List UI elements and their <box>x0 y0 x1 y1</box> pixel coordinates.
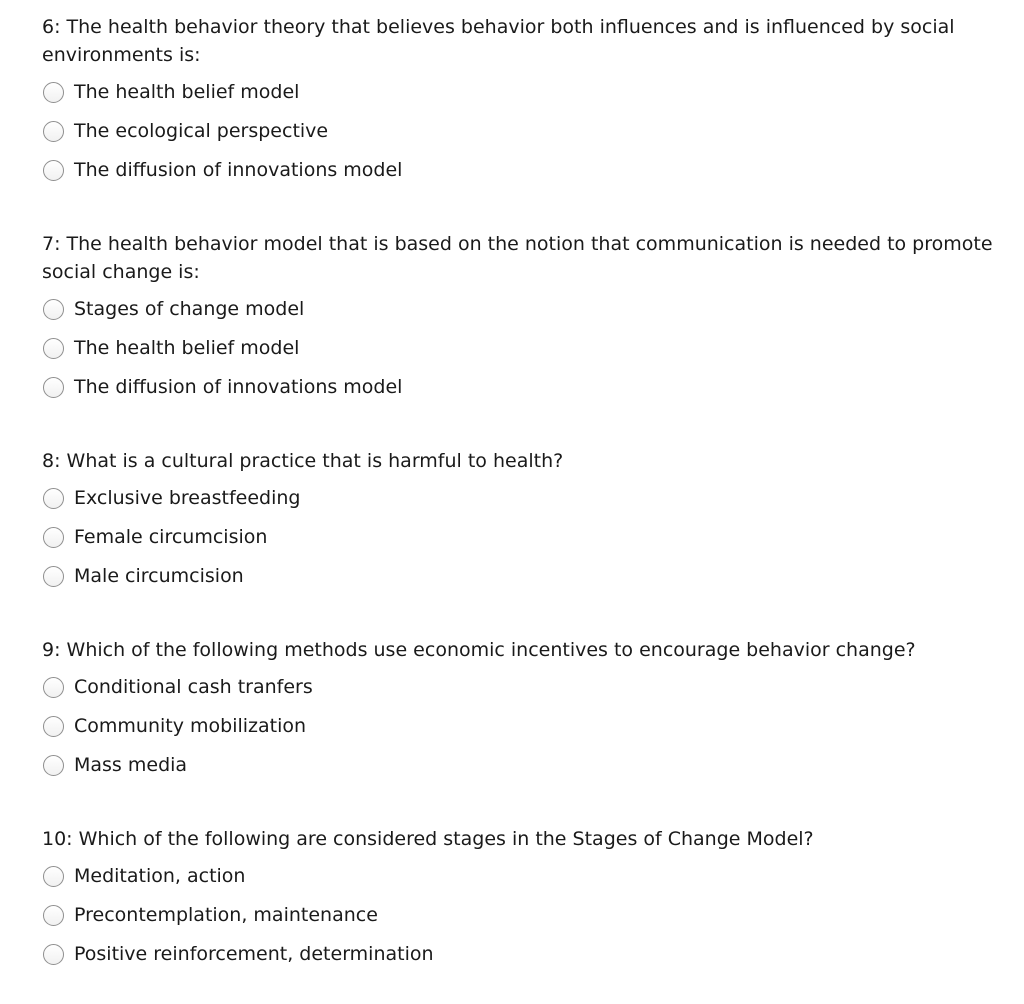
question-8-option-2[interactable] <box>42 523 267 551</box>
option-label: The ecological perspective <box>74 120 329 142</box>
radio-button[interactable] <box>43 338 64 359</box>
option-label: Male circumcision <box>74 565 244 587</box>
question-8-option-1[interactable] <box>42 484 300 512</box>
radio-button[interactable] <box>43 677 64 698</box>
question-text: 9: Which of the following methods use economic incentives to encourage behavior change? <box>42 639 916 661</box>
radio-button[interactable] <box>43 905 64 926</box>
option-label: Mass media <box>74 754 188 776</box>
question-6-option-2[interactable] <box>42 117 328 145</box>
option-label: Stages of change model <box>74 298 305 320</box>
question-9-option-3[interactable] <box>42 751 187 779</box>
radio-button[interactable] <box>43 82 64 103</box>
radio-button[interactable] <box>43 716 64 737</box>
radio-button[interactable] <box>43 866 64 887</box>
radio-button[interactable] <box>43 377 64 398</box>
question-text: 7: The health behavior model that is based on the notion that communication is needed to promote social change is: <box>42 233 993 283</box>
option-label: The health belief model <box>74 337 300 359</box>
radio-button[interactable] <box>43 527 64 548</box>
radio-button[interactable] <box>43 299 64 320</box>
question-9-option-1[interactable] <box>42 673 313 701</box>
option-label: Exclusive breastfeeding <box>74 487 301 509</box>
question-8-option-3[interactable] <box>42 562 244 590</box>
radio-button[interactable] <box>43 755 64 776</box>
option-label: Community mobilization <box>74 715 307 737</box>
question-7-option-2[interactable] <box>42 334 299 362</box>
question-10-option-3[interactable] <box>42 940 434 968</box>
option-label: Precontemplation, maintenance <box>74 904 378 926</box>
question-7-option-3[interactable] <box>42 373 402 401</box>
option-label: Female circumcision <box>74 526 268 548</box>
option-label: The diffusion of innovations model <box>74 159 403 181</box>
question-text: 8: What is a cultural practice that is harmful to health? <box>42 450 564 472</box>
radio-button[interactable] <box>43 566 64 587</box>
radio-button[interactable] <box>43 944 64 965</box>
radio-button[interactable] <box>43 160 64 181</box>
option-label: Positive reinforcement, determination <box>74 943 434 965</box>
question-10-option-2[interactable] <box>42 901 378 929</box>
question-7-option-1[interactable] <box>42 295 304 323</box>
question-text: 6: The health behavior theory that believes behavior both influences and is influenced by social environments is: <box>42 16 955 66</box>
question-10-option-1[interactable] <box>42 862 245 890</box>
radio-button[interactable] <box>43 121 64 142</box>
option-label: Conditional cash tranfers <box>74 676 313 698</box>
question-6-option-3[interactable] <box>42 156 402 184</box>
question-6-option-1[interactable] <box>42 78 299 106</box>
question-text: 10: Which of the following are considered stages in the Stages of Change Model? <box>42 828 814 850</box>
radio-button[interactable] <box>43 488 64 509</box>
option-label: Meditation, action <box>74 865 246 887</box>
option-label: The diffusion of innovations model <box>74 376 403 398</box>
option-label: The health belief model <box>74 81 300 103</box>
question-9-option-2[interactable] <box>42 712 306 740</box>
